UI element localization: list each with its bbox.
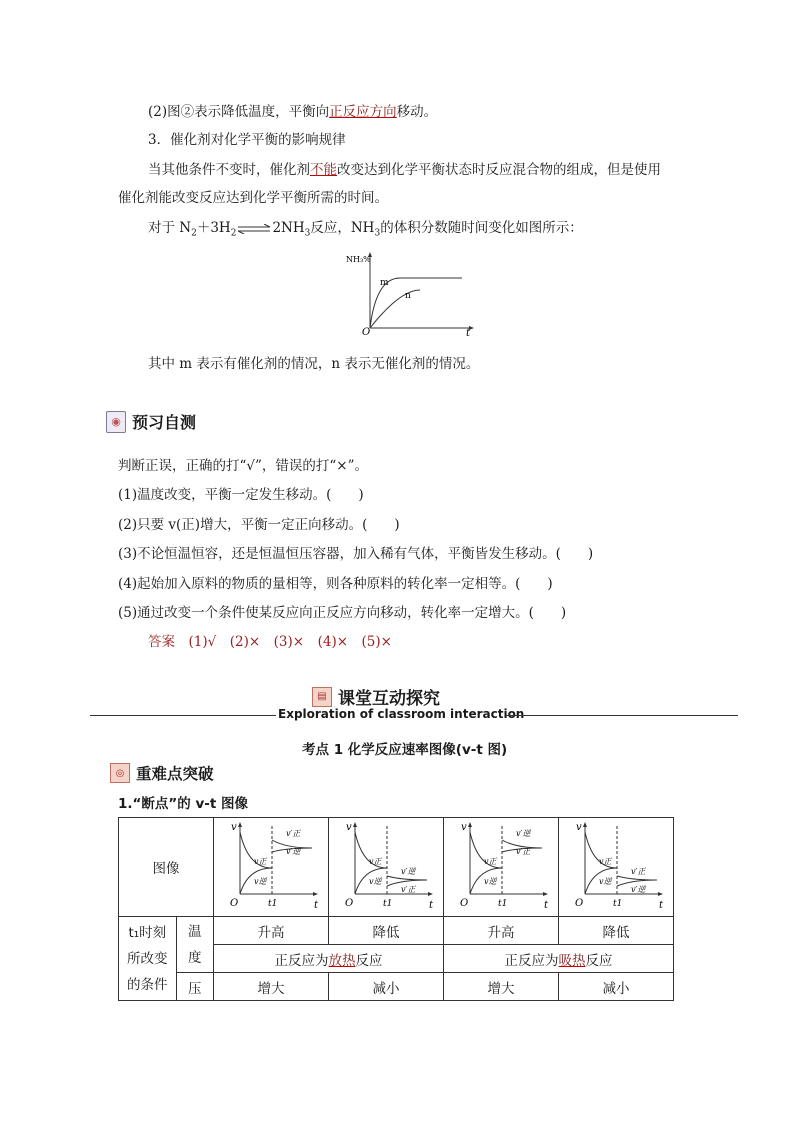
svg-text:v′逆: v′逆	[631, 885, 646, 894]
svg-text:t: t	[659, 900, 664, 911]
classroom-subtitle: Exploration of classroom interaction	[278, 707, 525, 721]
graph-cell-2	[329, 818, 444, 917]
svg-text:O: O	[460, 898, 469, 909]
graph-cell-3	[444, 818, 559, 917]
svg-text:v′逆: v′逆	[286, 847, 301, 856]
exothermic-cell: 正反应为放热反应	[214, 945, 444, 973]
kaodian-title: 考点 1 化学反应速率图像(v-t 图)	[302, 742, 508, 758]
pressure-value: 增大	[444, 973, 559, 1001]
zhongnan-text: 重难点突破	[136, 764, 214, 783]
line-direction	[148, 100, 437, 120]
answer-values: (1)√ (2)× (3)× (4)× (5)×	[188, 634, 392, 650]
divider-right	[506, 715, 738, 716]
label-n: n	[405, 291, 411, 301]
svg-text:v逆: v逆	[369, 877, 382, 886]
svg-text:v正: v正	[254, 857, 267, 866]
temperature-label: 温 度	[176, 917, 213, 973]
pressure-label: 压	[176, 973, 213, 1001]
label-origin: O	[362, 327, 371, 336]
svg-text:v′逆: v′逆	[401, 867, 416, 876]
svg-text:t: t	[314, 900, 319, 911]
svg-text:t1: t1	[613, 899, 623, 909]
vt-conditions-table	[118, 817, 674, 1001]
preview-item-5: (5)通过改变一个条件使某反应向正反应方向移动，转化率一定增大。( )	[118, 605, 567, 621]
zhongnan-heading	[110, 762, 214, 784]
svg-text:v: v	[231, 822, 237, 833]
svg-text:v逆: v逆	[254, 877, 267, 886]
svg-text:v′正: v′正	[286, 829, 301, 838]
svg-text:v逆: v逆	[484, 877, 497, 886]
answer-label: 答案	[148, 634, 175, 650]
text: 当其他条件不变时，催化剂	[148, 162, 310, 178]
temp-value: 降低	[329, 917, 444, 945]
classroom-banner-text: 课堂互动探究	[338, 689, 440, 709]
graph-cell-1	[214, 818, 329, 917]
svg-text:v′正: v′正	[631, 867, 646, 876]
text: 改变达到化学平衡状态时反应混合物的组成，但是使用	[337, 162, 661, 178]
classroom-icon: ▤	[312, 687, 332, 707]
svg-text:v正: v正	[484, 857, 497, 866]
pressure-value: 减小	[559, 973, 674, 1001]
temp-value: 升高	[214, 917, 329, 945]
highlight-forward-direction: 正反应方向	[329, 104, 397, 120]
vt-graph-4	[561, 818, 671, 912]
reaction-line: 对于 $N_2+3H_2$ $2NH_3$反应，$NH_3$的体积分数随时间变化如图所示：	[148, 220, 583, 239]
svg-text:v: v	[461, 822, 467, 833]
text: 移动。	[396, 104, 438, 120]
graph-cell-4	[559, 818, 674, 917]
target-icon: ◎	[110, 763, 130, 783]
catalyst-explain: 其中 m 表示有催化剂的情况，n 表示无催化剂的情况。	[148, 356, 480, 372]
preview-item-1: (1)温度改变，平衡一定发生移动。( )	[118, 487, 364, 503]
divider-left	[90, 715, 276, 716]
temp-value: 升高	[444, 917, 559, 945]
vt-graph-1	[216, 818, 326, 912]
svg-text:v正: v正	[369, 857, 382, 866]
preview-item-3: (3)不论恒温恒容，还是恒温恒压容器，加入稀有气体，平衡皆发生移动。( )	[118, 546, 594, 562]
svg-text:v正: v正	[599, 857, 612, 866]
image-label-cell: 图像	[119, 818, 214, 917]
section1-title: 1.“断点”的 v-t 图像	[118, 796, 249, 812]
svg-text:t: t	[544, 900, 549, 911]
svg-text:v: v	[576, 822, 582, 833]
svg-text:O: O	[575, 898, 584, 909]
text: (2)图②表示降低温度，平衡向	[148, 104, 330, 120]
pressure-value: 增大	[214, 973, 329, 1001]
preview-heading	[106, 410, 196, 433]
rule3-heading: 3．催化剂对化学平衡的影响规律	[148, 132, 346, 148]
preview-heading-text: 预习自测	[132, 413, 197, 432]
preview-answer	[148, 630, 392, 650]
vt-graph-2	[331, 818, 441, 912]
catalyst-graph	[340, 248, 480, 336]
vt-graph-3	[446, 818, 556, 912]
svg-text:t1: t1	[383, 899, 393, 909]
classroom-banner	[312, 684, 440, 709]
highlight-cannot: 不能	[310, 162, 337, 178]
catalyst-paragraph-line1	[148, 158, 661, 178]
svg-text:v逆: v逆	[599, 877, 612, 886]
svg-text:t1: t1	[498, 899, 508, 909]
label-t: t	[466, 328, 471, 336]
svg-text:t1: t1	[268, 899, 278, 909]
svg-text:v′逆: v′逆	[516, 829, 531, 838]
t1-condition-label: t₁时刻 所改变 的条件	[119, 917, 177, 1001]
svg-text:t: t	[429, 900, 434, 911]
svg-text:v′正: v′正	[516, 847, 531, 856]
preview-item-4: (4)起始加入原料的物质的量相等，则各种原料的转化率一定相等。( )	[118, 576, 553, 592]
endothermic-cell: 正反应为吸热反应	[444, 945, 674, 973]
svg-text:v: v	[346, 822, 352, 833]
svg-text:O: O	[230, 898, 239, 909]
label-m: m	[380, 278, 389, 288]
temp-value: 降低	[559, 917, 674, 945]
catalyst-paragraph-line2: 催化剂能改变反应达到化学平衡所需的时间。	[118, 190, 388, 206]
svg-text:O: O	[345, 898, 354, 909]
notebook-icon: ◉	[106, 411, 126, 433]
svg-text:v′正: v′正	[401, 885, 416, 894]
pressure-value: 减小	[329, 973, 444, 1001]
equilibrium-arrow-icon	[236, 224, 272, 234]
preview-item-2: (2)只要 v(正)增大，平衡一定正向移动。( )	[118, 517, 400, 533]
preview-instruction: 判断正误，正确的打“√”，错误的打“×”。	[118, 458, 369, 474]
graph-ylabel: NH₃%	[346, 255, 371, 264]
